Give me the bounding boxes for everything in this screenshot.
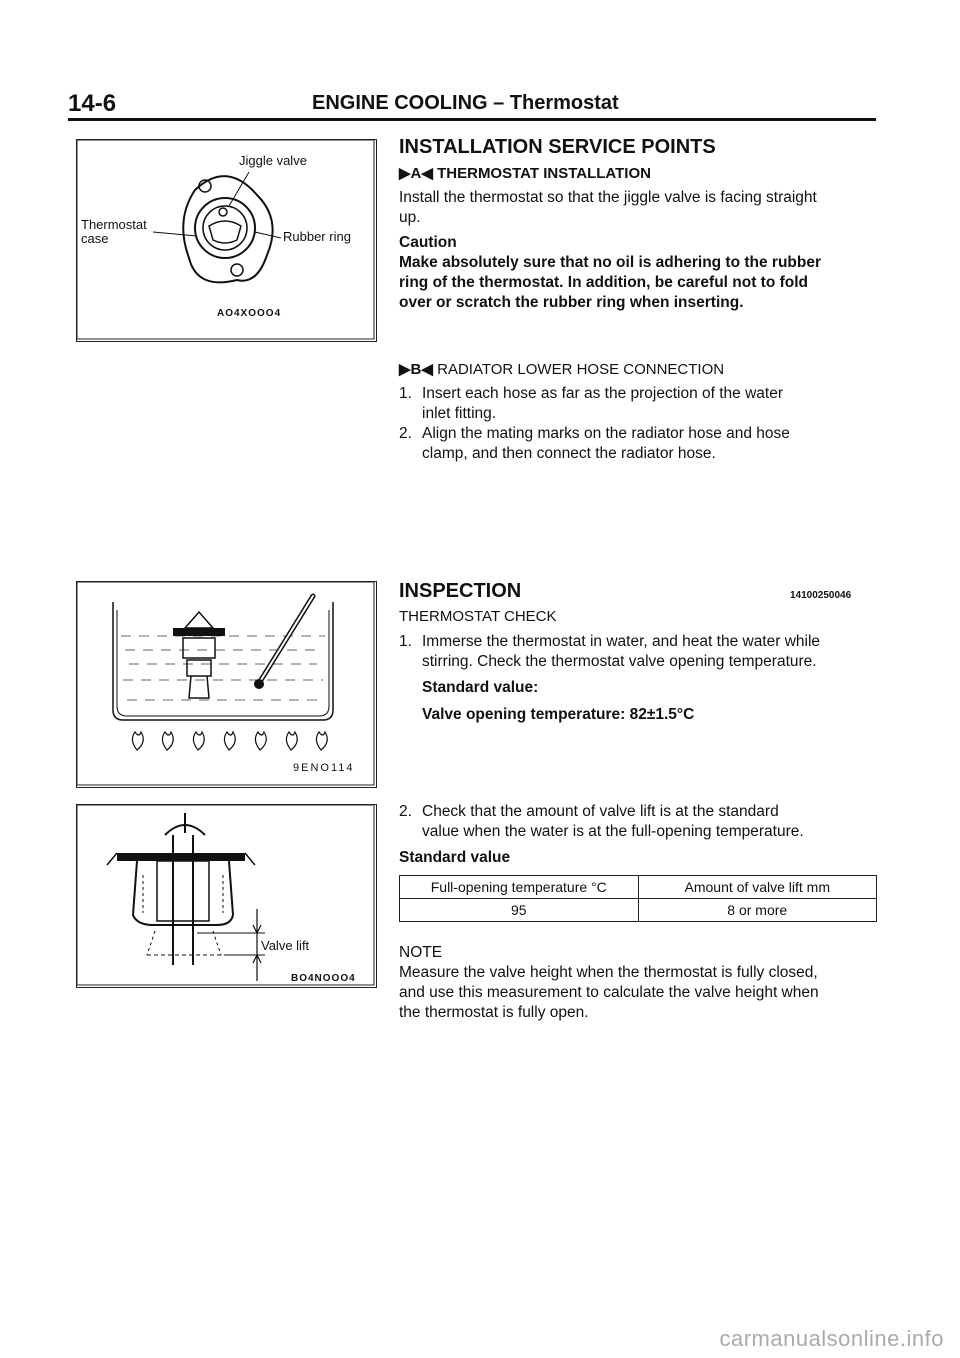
note-text-2: and use this measurement to calculate the valve height when	[399, 984, 819, 1001]
figure-code: BO4NOOO4	[291, 973, 356, 984]
step-2-text-1: Check that the amount of valve lift is at the standard	[422, 803, 779, 820]
label-thermostat-case-1: Thermostat	[81, 217, 147, 232]
inspection-heading: INSPECTION	[399, 580, 522, 602]
figure-code: 9ENO114	[293, 762, 355, 774]
spec-table	[399, 875, 877, 922]
page-number: 14-6	[68, 90, 117, 117]
caution-label: Caution	[399, 234, 457, 251]
figure-valve-lift	[76, 804, 377, 988]
standard-value-label: Standard value:	[422, 679, 539, 696]
figure-thermostat-case	[76, 139, 377, 342]
table-header-cell: Amount of valve lift mm	[638, 876, 877, 899]
caution-text-3: over or scratch the rubber ring when inserting.	[399, 294, 744, 311]
step-1-text-1: Immerse the thermostat in water, and heat the water while	[422, 633, 821, 650]
table-header-row	[400, 876, 877, 899]
section-a-title: ▶A◀ THERMOSTAT INSTALLATION	[399, 165, 651, 182]
step-2-text-2: value when the water is at the full-opening temperature.	[422, 823, 804, 840]
step-b1-text-1: Insert each hose as far as the projection of the water	[422, 385, 784, 402]
header-rule	[68, 118, 876, 121]
installation-heading: INSTALLATION SERVICE POINTS	[399, 136, 716, 158]
step-1-text-2: stirring. Check the thermostat valve opening temperature.	[422, 653, 817, 670]
label-jiggle-valve: Jiggle valve	[239, 153, 307, 168]
caution-text-2: ring of the thermostat. In addition, be careful not to fold	[399, 274, 809, 291]
note-text-1: Measure the valve height when the thermostat is fully closed,	[399, 964, 818, 981]
step-b2-text-1: Align the mating marks on the radiator hose and hose	[422, 425, 790, 442]
step-1-num: 1.	[399, 633, 412, 650]
step-b2-num: 2.	[399, 425, 412, 442]
section-a-text-1: Install the thermostat so that the jiggle valve is facing straight	[399, 189, 817, 206]
play-icon: ▶	[399, 165, 411, 182]
table-header-cell: Full-opening temperature °C	[400, 876, 639, 899]
valve-lift-drawing	[77, 805, 376, 987]
page-title: ENGINE COOLING – Thermostat	[312, 92, 619, 114]
water-bath-drawing	[77, 582, 376, 787]
step-b1-num: 1.	[399, 385, 412, 402]
label-rubber-ring: Rubber ring	[283, 229, 351, 244]
reverse-play-icon: ◀	[421, 165, 433, 182]
thermostat-check-heading: THERMOSTAT CHECK	[399, 608, 557, 625]
label-valve-lift: Valve lift	[261, 938, 310, 953]
inspection-code: 14100250046	[790, 590, 852, 601]
section-b-title: ▶B◀ RADIATOR LOWER HOSE CONNECTION	[399, 361, 725, 378]
table-cell: 95	[400, 899, 639, 922]
step-b1-text-2: inlet fitting.	[422, 405, 497, 422]
caution-text-1: Make absolutely sure that no oil is adhering to the rubber	[399, 254, 822, 271]
note-text-3: the thermostat is fully open.	[399, 1004, 589, 1021]
standard-value-label-2: Standard value	[399, 849, 511, 866]
section-a-text-2: up.	[399, 209, 421, 226]
figure-water-bath	[76, 581, 377, 788]
table-cell: 8 or more	[638, 899, 877, 922]
standard-value: Valve opening temperature: 82±1.5°C	[422, 706, 695, 723]
figure-code: AO4XOOO4	[217, 308, 282, 319]
label-thermostat-case-2: case	[81, 231, 109, 246]
table-row	[400, 899, 877, 922]
step-b2-text-2: clamp, and then connect the radiator hose.	[422, 445, 716, 462]
reverse-play-icon: ◀	[421, 361, 433, 378]
step-2-num: 2.	[399, 803, 412, 820]
watermark: carmanualsonline.info	[719, 1326, 944, 1351]
play-icon: ▶	[399, 361, 411, 378]
note-label: NOTE	[399, 944, 443, 961]
